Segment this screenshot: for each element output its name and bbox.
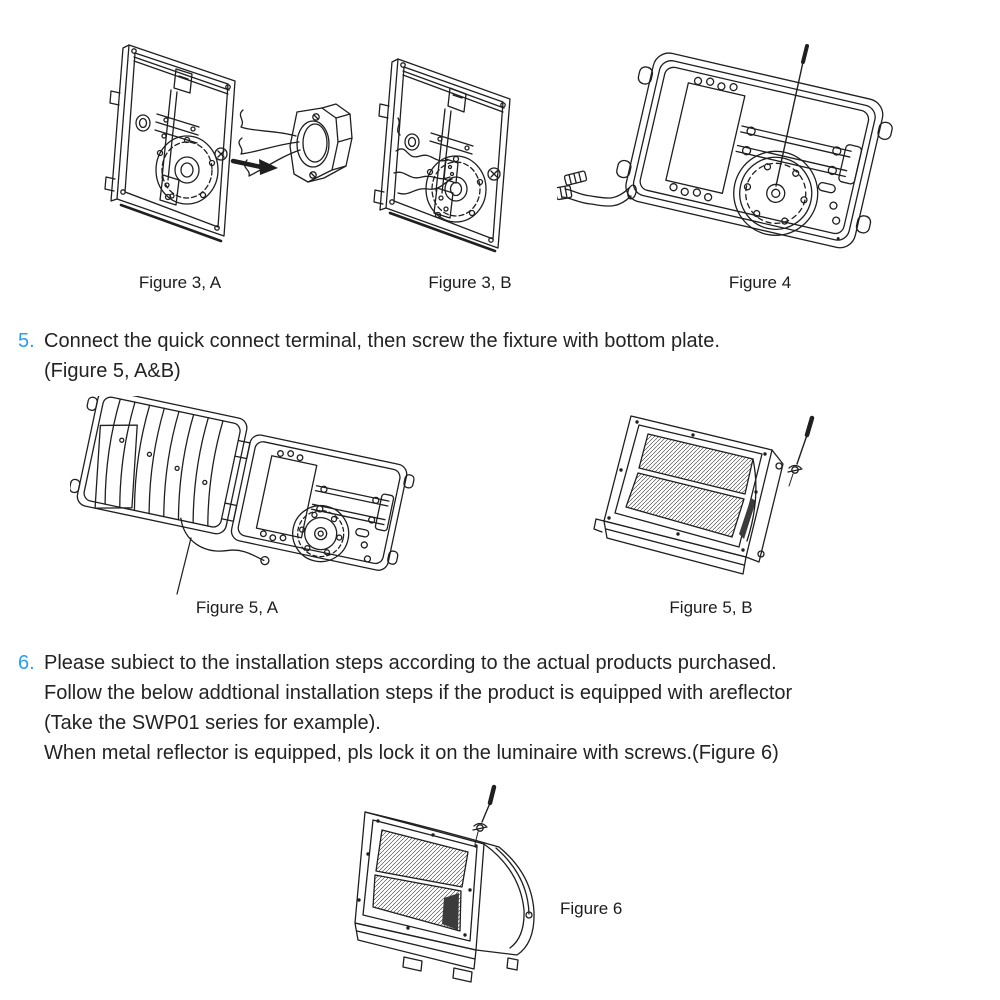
step-5-number: 5. bbox=[18, 330, 35, 352]
figure-3a-caption: Figure 3, A bbox=[138, 273, 222, 292]
mounting-plate bbox=[105, 45, 235, 241]
back-plate bbox=[229, 433, 417, 577]
wall-pack-housing bbox=[594, 416, 783, 574]
figure-3a-illustration bbox=[100, 30, 390, 265]
driver-box bbox=[256, 456, 316, 538]
step-6-number: 6. bbox=[18, 652, 35, 674]
fixture-housing bbox=[610, 47, 897, 255]
step-6 bbox=[18, 648, 792, 768]
step-6-line: (Take the SWP01 series for example). bbox=[44, 712, 381, 734]
figure-3b-caption: Figure 3, B bbox=[428, 273, 512, 292]
figure-5a-caption: Figure 5, A bbox=[195, 598, 279, 617]
figure-6-illustration bbox=[348, 782, 663, 1000]
step-6-line: Please subiect to the installation steps according to the actual products purchased. bbox=[44, 652, 777, 674]
screwdriver-icon bbox=[473, 787, 494, 844]
figure-5b-caption: Figure 5, B bbox=[669, 598, 753, 617]
step-5 bbox=[18, 326, 720, 386]
finned-door bbox=[70, 396, 249, 536]
mounting-plate bbox=[374, 59, 510, 251]
figure-6-caption: Figure 6 bbox=[560, 899, 623, 918]
figure-4-caption: Figure 4 bbox=[728, 273, 792, 292]
screwdriver-icon bbox=[776, 46, 807, 186]
fan-ring bbox=[156, 136, 218, 204]
step-6-line: Follow the below addtional installation steps if the product is equipped with areflector bbox=[44, 682, 793, 704]
junction-box bbox=[290, 104, 352, 182]
step-6-line: When metal reflector is equipped, pls lock it on the luminaire with screws.(Figure 6) bbox=[44, 742, 779, 764]
step-5-line: (Figure 5, A&B) bbox=[44, 360, 181, 382]
pointer-line bbox=[177, 538, 191, 594]
figure-5b-illustration bbox=[593, 402, 833, 587]
step-5-line: Connect the quick connect terminal, then screw the fixture with bottom plate. bbox=[44, 330, 720, 352]
screwdriver-icon bbox=[788, 418, 812, 486]
figure-5a-illustration bbox=[70, 396, 435, 601]
figure-4-illustration bbox=[557, 40, 902, 255]
